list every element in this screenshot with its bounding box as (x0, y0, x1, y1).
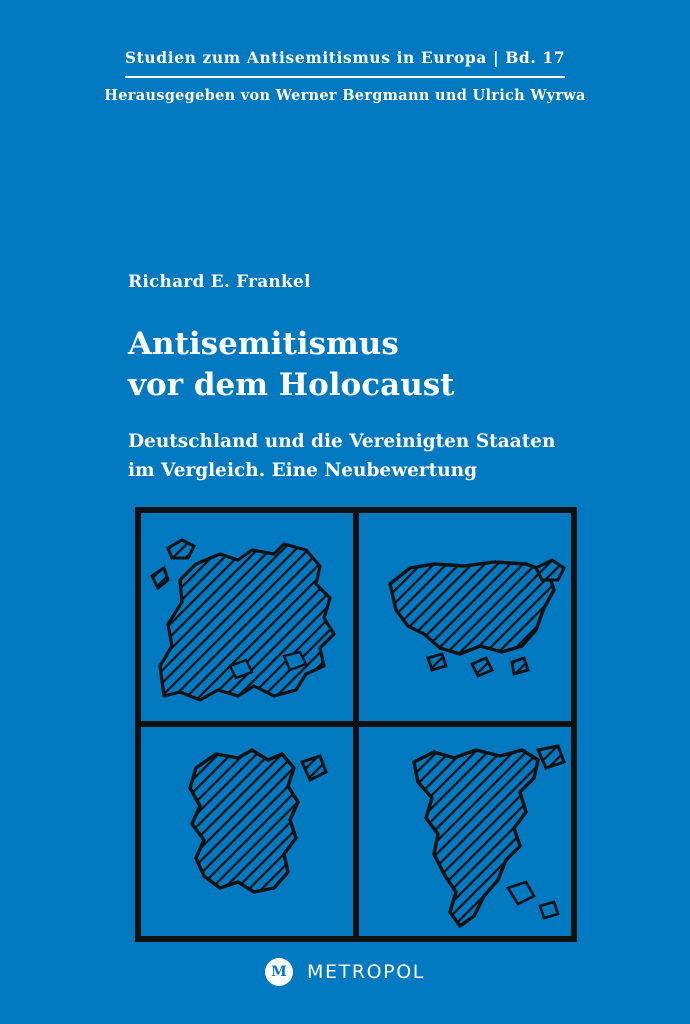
north-america-map (414, 746, 564, 926)
subtitle-line-1: Deutschland und die Vereinigten Staaten (128, 431, 556, 453)
cover-artwork (134, 506, 578, 943)
series-editors: Herausgegeben von Werner Bergmann und Ulrich Wyrwa (104, 86, 586, 104)
title-line-1: Antisemitismus (128, 326, 399, 362)
publisher-logo (0, 958, 690, 986)
author-name: Richard E. Frankel (128, 272, 311, 292)
title-block (128, 272, 598, 485)
series-divider (125, 76, 565, 78)
title-line-2: vor dem Holocaust (128, 367, 455, 404)
publisher-name: METROPOL (307, 961, 425, 983)
page-title (128, 324, 598, 406)
subtitle (128, 428, 598, 484)
germany-map (190, 750, 326, 892)
europe-map (152, 540, 334, 700)
metropol-mark-icon: M (265, 958, 293, 986)
subtitle-line-2: im Vergleich. Eine Neubewertung (128, 459, 478, 481)
series-title: Studien zum Antisemitismus in Europa | Bd. 17 (124, 48, 566, 67)
usa-map (390, 560, 564, 676)
series-header (0, 48, 690, 104)
